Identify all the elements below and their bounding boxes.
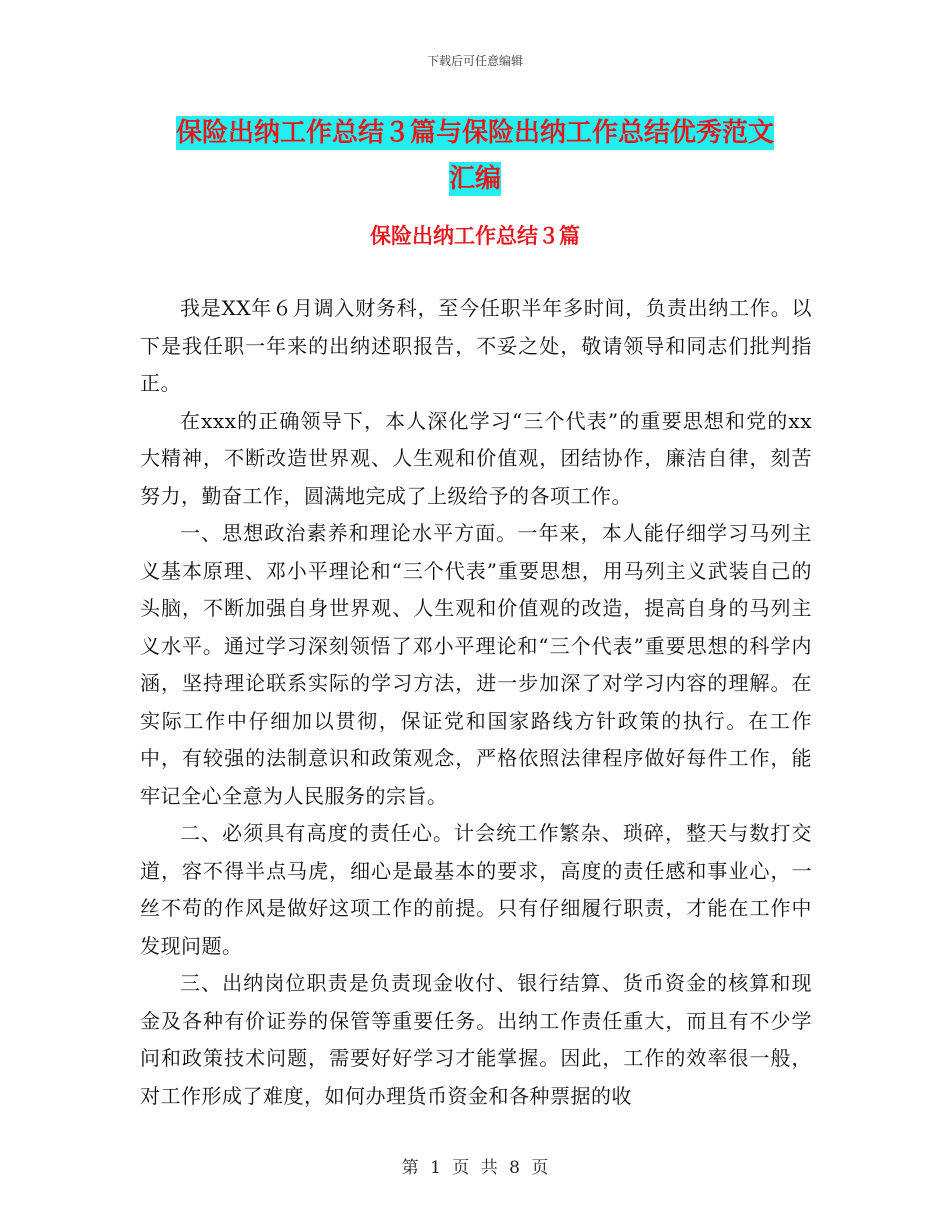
paragraph-political-theory: 一、思想政治素养和理论水平方面。一年来，本人能仔细学习马列主义基本原理、邓小平理论和“三个代表”重要思想，用马列主义武装自己的头脑，不断加强自身世界观、人生观和价值观的改造，提高自身的马列主义水平。通过学习深刻领悟了邓小平理论和“三个代表”重要思想的科学内涵，坚持理论联系实际的学习方法，进一步加深了对学习内容的理解。在实际工作中仔细加以贯彻，保证党和国家路线方针政策的执行。在工作中，有较强的法制意识和政策观念，严格依照法律程序做好每件工作，能牢记全心全意为人民服务的宗旨。 (140, 521, 812, 808)
page-footer: 第 1 页 共 8 页 (401, 1158, 549, 1178)
paragraph-cashier-duties: 三、出纳岗位职责是负责现金收付、银行结算、货币资金的核算和现金及各种有价证券的保管等重要任务。出纳工作责任重大，而且有不少学问和政策技术问题，需要好好学习才能掌握。因此，工作的效率很一般，对工作形成了难度，如何办理货币资金和各种票据的收 (140, 971, 812, 1108)
paragraph-responsibility: 二、必须具有高度的责任心。计会统工作繁杂、琐碎，整天与数打交道，容不得半点马虎，细心是最基本的要求，高度的责任感和事业心，一丝不苟的作风是做好这项工作的前提。只有仔细履行职责，才能在工作中发现问题。 (140, 821, 812, 958)
document-title-line-1: 保险出纳工作总结３篇与保险出纳工作总结优秀范文 (175, 118, 774, 148)
document-title (0, 110, 950, 202)
paragraph-leadership: 在xxx的正确领导下，本人深化学习“三个代表”的重要思想和党的xx大精神，不断改造世界观、人生观和价值观，团结协作，廉洁自律，刻苦努力，勤奋工作，圆满地完成了上级给予的各项工作。 (140, 408, 812, 508)
paragraph-intro: 我是XX年６月调入财务科，至今任职半年多时间，负责出纳工作。以下是我任职一年来的出纳述职报告，不妥之处，敬请领导和同志们批判指正。 (140, 296, 812, 395)
section-title: 保险出纳工作总结３篇 (370, 224, 580, 248)
document-title-line-2: 汇编 (448, 164, 501, 194)
page-header: 下载后可任意编辑 (426, 54, 523, 68)
document-body (140, 290, 812, 1115)
